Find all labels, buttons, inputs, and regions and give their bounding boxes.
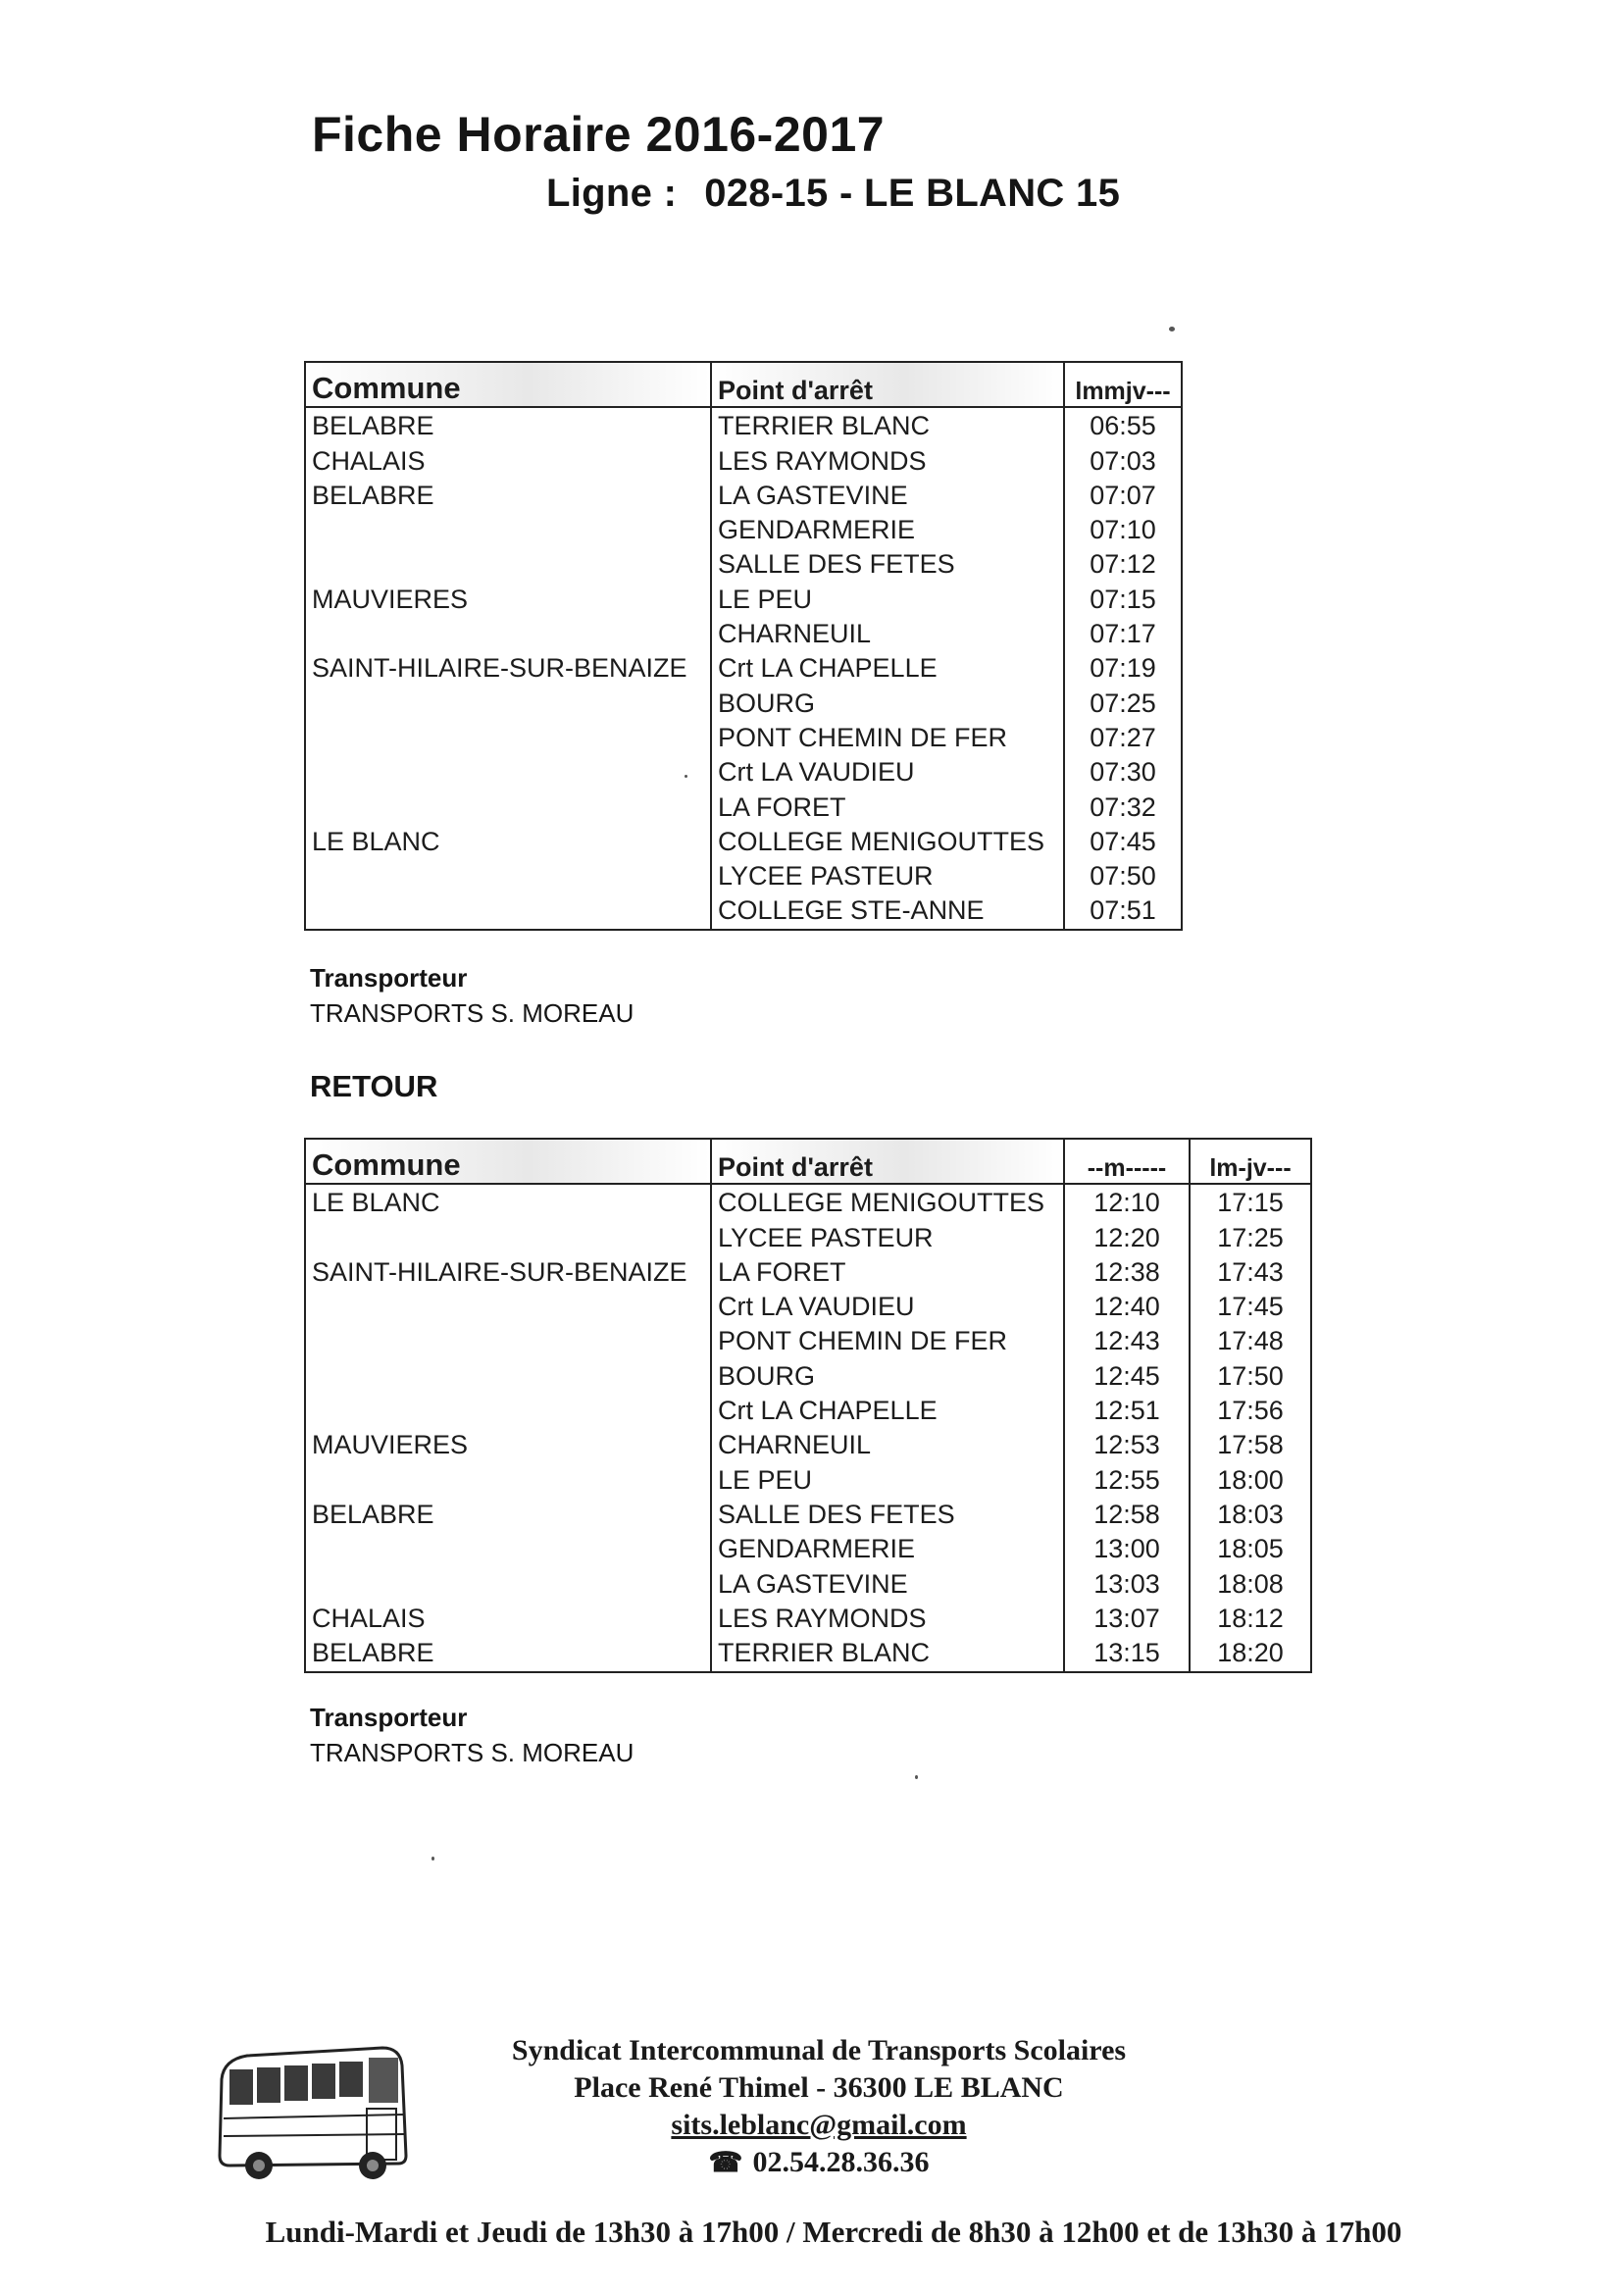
commune-cell [305,1531,711,1565]
stop-cell: LYCEE PASTEUR [711,1219,1064,1253]
table-row [305,1601,1311,1635]
time-cell: 07:03 [1090,445,1156,476]
footer-email-link[interactable]: sits.leblanc@gmail.com [671,2109,967,2141]
table-row [305,789,1182,823]
stop-cell: PONT CHEMIN DE FER [711,1323,1064,1357]
stop-cell: TERRIER BLANC [711,1635,1064,1672]
transporteur-label: Transporteur [310,963,468,993]
time-cell: 12:53 [1064,1427,1190,1461]
table-row [305,546,1182,581]
time-cell: 17:43 [1217,1256,1284,1287]
time-cell: 12:10 [1064,1184,1190,1219]
time-cell: 17:58 [1217,1430,1284,1460]
commune-cell [305,720,711,754]
stop-cell: COLLEGE STE-ANNE [711,892,1064,930]
time-cell: 17:48 [1217,1326,1284,1356]
commune-cell: SAINT-HILAIRE-SUR-BENAIZE [305,650,711,685]
table-row [305,1427,1311,1461]
time-cell: 18:08 [1217,1568,1284,1599]
time-cell: 07:45 [1090,826,1156,856]
column-header-days-2: lm-jv--- [1190,1139,1311,1184]
stop-cell: Crt LA CHAPELLE [711,1393,1064,1427]
stop-cell: COLLEGE MENIGOUTTES [711,1184,1064,1219]
commune-cell [305,546,711,581]
transporteur-name: TRANSPORTS S. MOREAU [310,998,634,1028]
table-row [305,1497,1311,1531]
line-subtitle [546,172,1120,216]
column-header-commune: Commune [305,1139,711,1184]
phone-number: 02.54.28.36.36 [752,2146,930,2178]
time-cell: 06:55 [1090,411,1156,441]
table-row [305,1531,1311,1565]
time-cell: 13:15 [1064,1635,1190,1672]
table-header-row [305,1139,1311,1184]
time-cell: 13:03 [1064,1565,1190,1600]
table-row [305,1635,1311,1672]
time-cell: 17:45 [1217,1292,1284,1322]
stop-cell: PONT CHEMIN DE FER [711,720,1064,754]
stop-cell: LA GASTEVINE [711,478,1064,512]
stop-cell: Crt LA CHAPELLE [711,650,1064,685]
table-header-row [305,362,1182,407]
table-row [305,581,1182,615]
transporteur-name: TRANSPORTS S. MOREAU [310,1738,634,1767]
time-cell: 18:00 [1217,1464,1284,1495]
table-row [305,1565,1311,1600]
table-row [305,1254,1311,1289]
footer-hours: Lundi-Mardi et Jeudi de 13h30 à 17h00 / Mercredi de 8h30 à 12h00 et de 13h30 à 17h00 [265,2215,1402,2249]
stop-cell: LE PEU [711,581,1064,615]
time-cell: 07:27 [1090,722,1156,752]
time-cell: 07:32 [1090,791,1156,822]
stop-cell: LE PEU [711,1461,1064,1496]
time-cell: 07:12 [1090,549,1156,580]
stop-cell: Crt LA VAUDIEU [711,1289,1064,1323]
table-row [305,858,1182,892]
column-header-stop: Point d'arrêt [711,362,1064,407]
time-cell: 12:58 [1064,1497,1190,1531]
table-row [305,824,1182,858]
retour-heading: RETOUR [310,1069,438,1103]
column-header-stop: Point d'arrêt [711,1139,1064,1184]
commune-cell [305,1289,711,1323]
table-row [305,1357,1311,1392]
time-cell: 12:40 [1064,1289,1190,1323]
stop-cell: BOURG [711,1357,1064,1392]
commune-cell [305,858,711,892]
stop-cell: GENDARMERIE [711,1531,1064,1565]
time-cell: 17:50 [1217,1360,1284,1391]
stop-cell: LA GASTEVINE [711,1565,1064,1600]
stop-cell: COLLEGE MENIGOUTTES [711,824,1064,858]
commune-cell: SAINT-HILAIRE-SUR-BENAIZE [305,1254,711,1289]
commune-cell [305,1357,711,1392]
table-row [305,1219,1311,1253]
commune-cell [305,1219,711,1253]
commune-cell: LE BLANC [305,1184,711,1219]
time-cell: 17:15 [1217,1188,1284,1218]
aller-schedule-table [304,361,1183,931]
stop-cell: LES RAYMONDS [711,442,1064,477]
time-cell: 17:25 [1217,1222,1284,1252]
time-cell: 12:45 [1064,1357,1190,1392]
stop-cell: GENDARMERIE [711,512,1064,546]
stop-cell: CHARNEUIL [711,616,1064,650]
stop-cell: SALLE DES FETES [711,546,1064,581]
time-cell: 07:25 [1090,688,1156,718]
commune-cell: CHALAIS [305,1601,711,1635]
stop-cell: LYCEE PASTEUR [711,858,1064,892]
time-cell: 07:17 [1090,619,1156,649]
scan-speck [431,1857,434,1861]
commune-cell [305,512,711,546]
table-row [305,892,1182,930]
commune-cell: BELABRE [305,407,711,442]
table-row [305,1461,1311,1496]
stop-cell: LA FORET [711,1254,1064,1289]
commune-cell: BELABRE [305,478,711,512]
table-row [305,512,1182,546]
scan-speck [1169,327,1175,331]
table-row [305,442,1182,477]
time-cell: 12:55 [1064,1461,1190,1496]
stop-cell: LES RAYMONDS [711,1601,1064,1635]
time-cell: 12:43 [1064,1323,1190,1357]
footer-phone [255,2146,1383,2179]
stop-cell: LA FORET [711,789,1064,823]
time-cell: 12:38 [1064,1254,1190,1289]
commune-cell: BELABRE [305,1497,711,1531]
time-cell: 13:07 [1064,1601,1190,1635]
column-header-days-1: --m----- [1064,1139,1190,1184]
time-cell: 07:07 [1090,480,1156,510]
commune-cell [305,892,711,930]
table-row [305,1184,1311,1219]
table-row [305,650,1182,685]
time-cell: 13:00 [1064,1531,1190,1565]
commune-cell: LE BLANC [305,824,711,858]
table-row [305,407,1182,442]
commune-cell [305,616,711,650]
commune-cell: MAUVIERES [305,1427,711,1461]
stop-cell: TERRIER BLANC [711,407,1064,442]
time-cell: 07:10 [1090,515,1156,545]
time-cell: 12:51 [1064,1393,1190,1427]
table-row [305,754,1182,789]
stop-cell: SALLE DES FETES [711,1497,1064,1531]
transporteur-label: Transporteur [310,1703,468,1732]
line-label: Ligne : [546,172,678,215]
table-row [305,720,1182,754]
time-cell: 07:19 [1090,653,1156,684]
telephone-icon: ☎ [708,2148,743,2178]
time-cell: 18:05 [1217,1534,1284,1564]
commune-cell [305,1461,711,1496]
time-cell: 07:50 [1090,861,1156,892]
column-header-commune: Commune [305,362,711,407]
line-name: 028-15 - LE BLANC 15 [704,172,1121,215]
commune-cell: MAUVIERES [305,581,711,615]
scan-speck [915,1775,918,1779]
retour-schedule-table [304,1138,1312,1673]
footer-organization: Syndicat Intercommunal de Transports Scolaires [511,2034,1127,2066]
commune-cell [305,1323,711,1357]
commune-cell: CHALAIS [305,442,711,477]
time-cell: 07:30 [1090,757,1156,788]
commune-cell: BELABRE [305,1635,711,1672]
footer-address: Place René Thimel - 36300 LE BLANC [574,2071,1064,2104]
time-cell: 07:51 [1090,895,1156,926]
stop-cell: CHARNEUIL [711,1427,1064,1461]
table-row [305,616,1182,650]
table-row [305,1393,1311,1427]
time-cell: 07:15 [1090,584,1156,614]
time-cell: 12:20 [1064,1219,1190,1253]
table-row [305,1323,1311,1357]
table-row [305,478,1182,512]
column-header-days: lmmjv--- [1064,362,1182,407]
page-title: Fiche Horaire 2016-2017 [312,107,886,162]
commune-cell [305,754,711,789]
time-cell: 18:03 [1217,1499,1284,1529]
table-row [305,1289,1311,1323]
time-cell: 17:56 [1217,1396,1284,1426]
commune-cell [305,1565,711,1600]
scan-speck [685,775,687,778]
stop-cell: Crt LA VAUDIEU [711,754,1064,789]
time-cell: 18:12 [1217,1603,1284,1633]
commune-cell [305,789,711,823]
commune-cell [305,685,711,719]
stop-cell: BOURG [711,685,1064,719]
table-row [305,685,1182,719]
commune-cell [305,1393,711,1427]
time-cell: 18:20 [1217,1638,1284,1668]
